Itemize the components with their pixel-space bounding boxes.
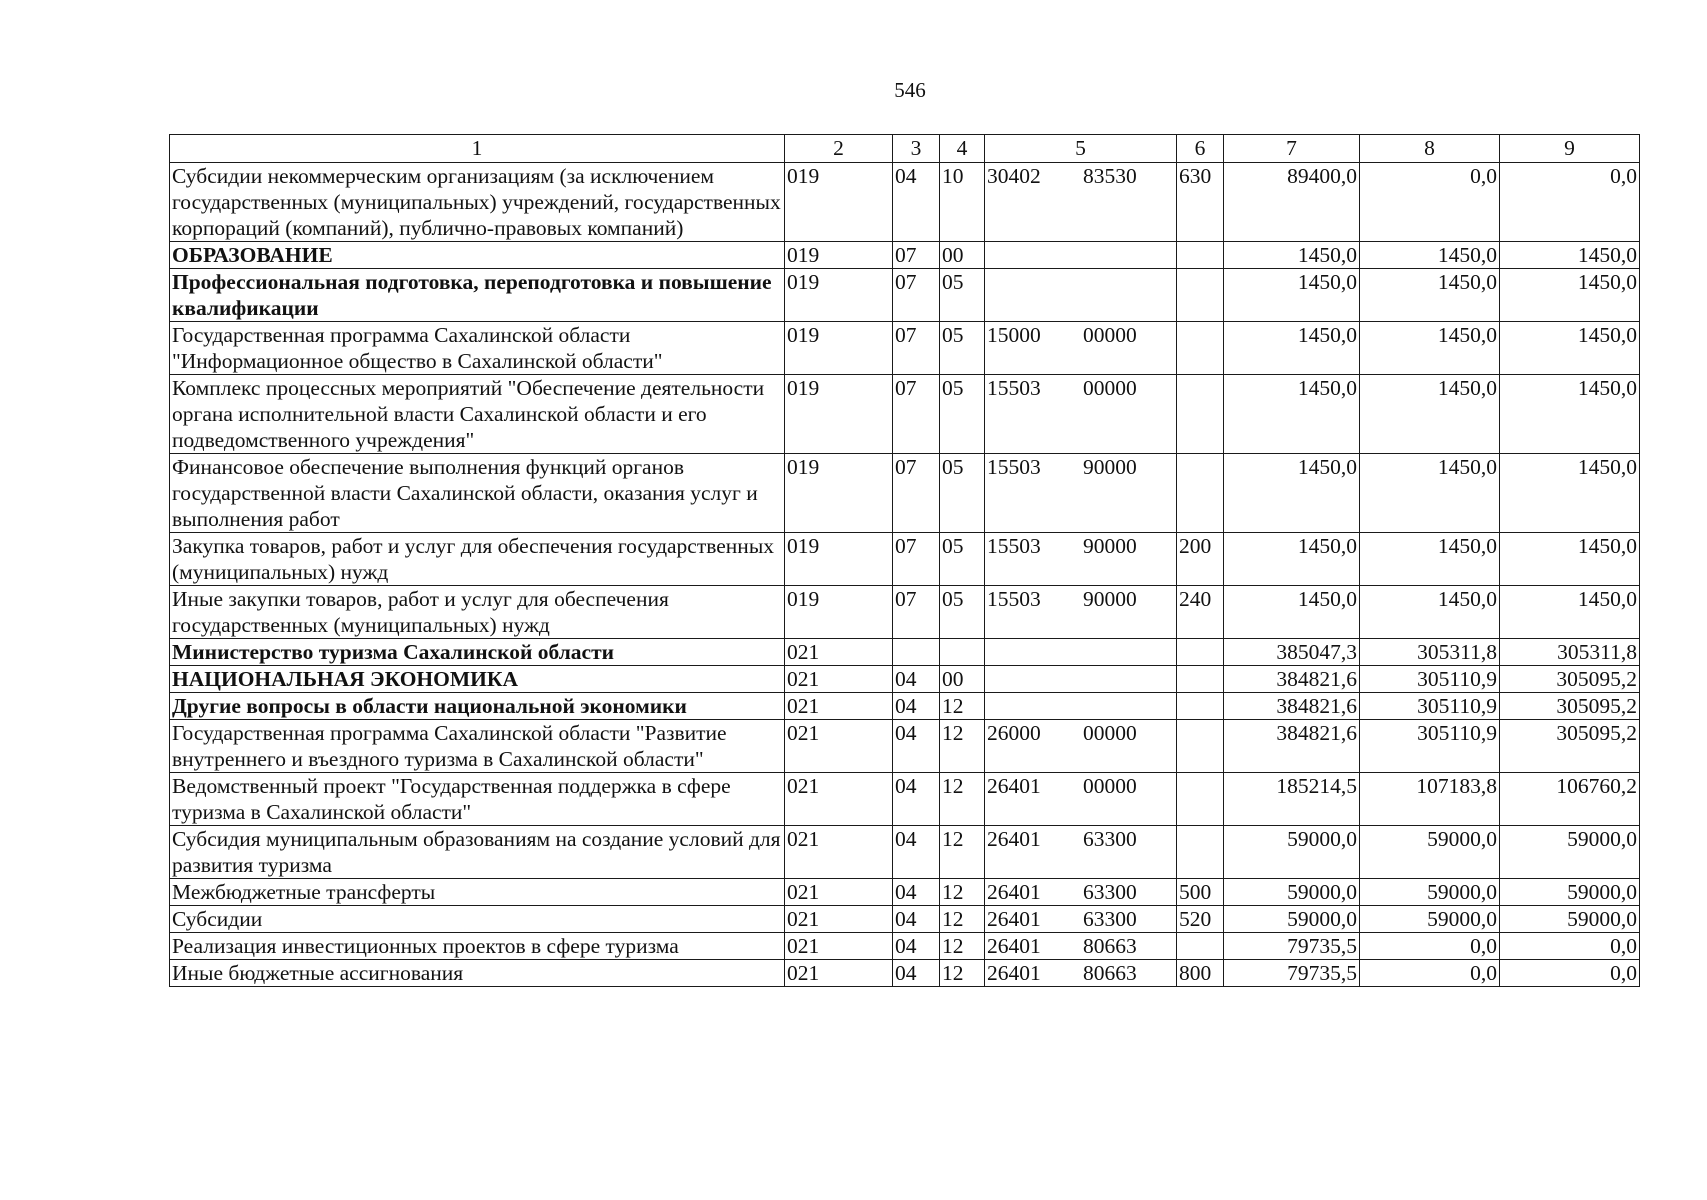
amount-col-8: 1450,0 — [1360, 269, 1500, 322]
table-row — [170, 586, 1640, 639]
amount-col-7: 89400,0 — [1224, 163, 1360, 242]
amount-col-9: 1450,0 — [1500, 533, 1640, 586]
section-code: 07 — [893, 242, 940, 269]
row-name: Субсидии — [170, 906, 785, 933]
target-article-code — [985, 773, 1177, 826]
program-code: 26000 — [987, 721, 1041, 745]
row-name: Государственная программа Сахалинской области "Информационное общество в Сахалинской области" — [170, 322, 785, 375]
table-row — [170, 242, 1640, 269]
section-code: 04 — [893, 906, 940, 933]
table-row — [170, 454, 1640, 533]
section-code: 07 — [893, 269, 940, 322]
amount-col-9: 1450,0 — [1500, 375, 1640, 454]
program-code: 15503 — [987, 376, 1041, 400]
ministry-code: 021 — [785, 693, 893, 720]
row-name: Государственная программа Сахалинской области "Развитие внутреннего и въездного туризма в Сахалинской области" — [170, 720, 785, 773]
amount-col-8: 305110,9 — [1360, 666, 1500, 693]
row-name: Ведомственный проект "Государственная поддержка в сфере туризма в Сахалинской области" — [170, 773, 785, 826]
table-header — [170, 135, 1640, 163]
target-article-code — [985, 960, 1177, 987]
program-code: 26401 — [987, 961, 1041, 985]
header-col-5: 5 — [985, 135, 1177, 163]
ministry-code: 019 — [785, 242, 893, 269]
amount-col-9: 0,0 — [1500, 163, 1640, 242]
amount-col-9: 1450,0 — [1500, 269, 1640, 322]
amount-col-7: 1450,0 — [1224, 454, 1360, 533]
expense-type-code — [1177, 720, 1224, 773]
direction-code: 63300 — [1083, 827, 1137, 851]
program-code: 15503 — [987, 534, 1041, 558]
row-name: Субсидии некоммерческим организациям (за исключением государственных (муниципальных) учреждений, государственных корпораций (компаний), публично-правовых компаний) — [170, 163, 785, 242]
row-name: Закупка товаров, работ и услуг для обеспечения государственных (муниципальных) нужд — [170, 533, 785, 586]
amount-col-9: 1450,0 — [1500, 322, 1640, 375]
amount-col-8: 1450,0 — [1360, 322, 1500, 375]
amount-col-7: 59000,0 — [1224, 906, 1360, 933]
table-row — [170, 879, 1640, 906]
target-article-code — [985, 826, 1177, 879]
direction-code: 83530 — [1083, 164, 1137, 188]
subsection-code: 10 — [940, 163, 985, 242]
amount-col-8: 305110,9 — [1360, 720, 1500, 773]
amount-col-8: 1450,0 — [1360, 533, 1500, 586]
subsection-code: 00 — [940, 242, 985, 269]
program-code: 30402 — [987, 164, 1041, 188]
table-row — [170, 375, 1640, 454]
target-article-code — [985, 639, 1177, 666]
table-row — [170, 163, 1640, 242]
table-row — [170, 720, 1640, 773]
amount-col-7: 384821,6 — [1224, 693, 1360, 720]
row-name: Другие вопросы в области национальной экономики — [170, 693, 785, 720]
ministry-code: 021 — [785, 773, 893, 826]
row-name: Финансовое обеспечение выполнения функций органов государственной власти Сахалинской области, оказания услуг и выполнения работ — [170, 454, 785, 533]
amount-col-9: 0,0 — [1500, 960, 1640, 987]
target-article-code — [985, 693, 1177, 720]
amount-col-8: 0,0 — [1360, 163, 1500, 242]
row-name: Субсидия муниципальным образованиям на создание условий для развития туризма — [170, 826, 785, 879]
subsection-code: 12 — [940, 720, 985, 773]
amount-col-7: 185214,5 — [1224, 773, 1360, 826]
header-col-1: 1 — [170, 135, 785, 163]
program-code: 26401 — [987, 774, 1041, 798]
amount-col-8: 1450,0 — [1360, 454, 1500, 533]
direction-code: 90000 — [1083, 455, 1137, 479]
subsection-code: 12 — [940, 773, 985, 826]
table-row — [170, 826, 1640, 879]
amount-col-9: 305095,2 — [1500, 666, 1640, 693]
section-code: 04 — [893, 826, 940, 879]
row-name: Комплекс процессных мероприятий "Обеспечение деятельности органа исполнительной власти Сахалинской области и его подведомственного учреждения" — [170, 375, 785, 454]
amount-col-9: 305311,8 — [1500, 639, 1640, 666]
expense-type-code — [1177, 693, 1224, 720]
amount-col-8: 0,0 — [1360, 933, 1500, 960]
amount-col-7: 384821,6 — [1224, 666, 1360, 693]
header-col-6: 6 — [1177, 135, 1224, 163]
amount-col-9: 305095,2 — [1500, 720, 1640, 773]
header-col-7: 7 — [1224, 135, 1360, 163]
section-code: 07 — [893, 322, 940, 375]
program-code: 26401 — [987, 880, 1041, 904]
table-row — [170, 693, 1640, 720]
amount-col-7: 1450,0 — [1224, 375, 1360, 454]
amount-col-9: 1450,0 — [1500, 454, 1640, 533]
amount-col-8: 1450,0 — [1360, 586, 1500, 639]
table-row — [170, 906, 1640, 933]
ministry-code: 021 — [785, 906, 893, 933]
expense-type-code: 800 — [1177, 960, 1224, 987]
header-col-8: 8 — [1360, 135, 1500, 163]
amount-col-7: 1450,0 — [1224, 322, 1360, 375]
amount-col-9: 59000,0 — [1500, 906, 1640, 933]
expense-type-code — [1177, 826, 1224, 879]
expense-type-code — [1177, 454, 1224, 533]
table-row — [170, 533, 1640, 586]
program-code: 15000 — [987, 323, 1041, 347]
amount-col-8: 59000,0 — [1360, 826, 1500, 879]
direction-code: 80663 — [1083, 961, 1137, 985]
target-article-code — [985, 322, 1177, 375]
expense-type-code — [1177, 269, 1224, 322]
table-row — [170, 773, 1640, 826]
ministry-code: 021 — [785, 960, 893, 987]
section-code: 07 — [893, 375, 940, 454]
amount-col-8: 1450,0 — [1360, 242, 1500, 269]
target-article-code — [985, 269, 1177, 322]
target-article-code — [985, 533, 1177, 586]
ministry-code: 019 — [785, 163, 893, 242]
subsection-code: 12 — [940, 826, 985, 879]
table-row — [170, 322, 1640, 375]
subsection-code: 05 — [940, 586, 985, 639]
ministry-code: 019 — [785, 586, 893, 639]
row-name: Иные бюджетные ассигнования — [170, 960, 785, 987]
expense-type-code: 200 — [1177, 533, 1224, 586]
amount-col-8: 107183,8 — [1360, 773, 1500, 826]
header-col-2: 2 — [785, 135, 893, 163]
program-code: 15503 — [987, 455, 1041, 479]
ministry-code: 021 — [785, 666, 893, 693]
expense-type-code — [1177, 375, 1224, 454]
table-row — [170, 269, 1640, 322]
ministry-code: 019 — [785, 533, 893, 586]
ministry-code: 021 — [785, 720, 893, 773]
expense-type-code — [1177, 639, 1224, 666]
row-name: Профессиональная подготовка, переподготовка и повышение квалификации — [170, 269, 785, 322]
section-code: 04 — [893, 960, 940, 987]
table-row — [170, 666, 1640, 693]
direction-code: 90000 — [1083, 534, 1137, 558]
direction-code: 63300 — [1083, 880, 1137, 904]
section-code: 07 — [893, 454, 940, 533]
amount-col-8: 59000,0 — [1360, 879, 1500, 906]
subsection-code: 12 — [940, 906, 985, 933]
header-col-9: 9 — [1500, 135, 1640, 163]
subsection-code: 00 — [940, 666, 985, 693]
expense-type-code: 520 — [1177, 906, 1224, 933]
program-code: 26401 — [987, 934, 1041, 958]
ministry-code: 021 — [785, 639, 893, 666]
subsection-code: 05 — [940, 375, 985, 454]
subsection-code: 12 — [940, 960, 985, 987]
row-name: Иные закупки товаров, работ и услуг для обеспечения государственных (муниципальных) нужд — [170, 586, 785, 639]
amount-col-9: 1450,0 — [1500, 586, 1640, 639]
section-code: 04 — [893, 666, 940, 693]
amount-col-7: 1450,0 — [1224, 242, 1360, 269]
row-name: ОБРАЗОВАНИЕ — [170, 242, 785, 269]
amount-col-8: 1450,0 — [1360, 375, 1500, 454]
subsection-code: 05 — [940, 533, 985, 586]
row-name: Министерство туризма Сахалинской области — [170, 639, 785, 666]
target-article-code — [985, 163, 1177, 242]
expense-type-code — [1177, 933, 1224, 960]
amount-col-7: 59000,0 — [1224, 826, 1360, 879]
amount-col-8: 305110,9 — [1360, 693, 1500, 720]
section-code: 04 — [893, 879, 940, 906]
amount-col-9: 59000,0 — [1500, 826, 1640, 879]
amount-col-7: 59000,0 — [1224, 879, 1360, 906]
ministry-code: 021 — [785, 879, 893, 906]
program-code: 15503 — [987, 587, 1041, 611]
direction-code: 80663 — [1083, 934, 1137, 958]
subsection-code: 05 — [940, 322, 985, 375]
amount-col-7: 384821,6 — [1224, 720, 1360, 773]
amount-col-7: 1450,0 — [1224, 586, 1360, 639]
row-name: Межбюджетные трансферты — [170, 879, 785, 906]
section-code — [893, 639, 940, 666]
program-code: 26401 — [987, 827, 1041, 851]
expense-type-code — [1177, 666, 1224, 693]
subsection-code: 12 — [940, 693, 985, 720]
section-code: 07 — [893, 586, 940, 639]
amount-col-9: 305095,2 — [1500, 693, 1640, 720]
target-article-code — [985, 666, 1177, 693]
direction-code: 00000 — [1083, 323, 1137, 347]
section-code: 04 — [893, 933, 940, 960]
subsection-code: 12 — [940, 933, 985, 960]
expense-type-code: 630 — [1177, 163, 1224, 242]
page-number: 546 — [894, 78, 926, 102]
expense-type-code — [1177, 242, 1224, 269]
target-article-code — [985, 906, 1177, 933]
target-article-code — [985, 879, 1177, 906]
table-body — [170, 163, 1640, 987]
header-col-3: 3 — [893, 135, 940, 163]
ministry-code: 019 — [785, 454, 893, 533]
header-row — [170, 135, 1640, 163]
expense-type-code: 240 — [1177, 586, 1224, 639]
amount-col-7: 385047,3 — [1224, 639, 1360, 666]
subsection-code — [940, 639, 985, 666]
target-article-code — [985, 375, 1177, 454]
section-code: 07 — [893, 533, 940, 586]
table-row — [170, 639, 1640, 666]
direction-code: 00000 — [1083, 721, 1137, 745]
expense-type-code — [1177, 773, 1224, 826]
ministry-code: 019 — [785, 375, 893, 454]
direction-code: 00000 — [1083, 376, 1137, 400]
subsection-code: 05 — [940, 269, 985, 322]
section-code: 04 — [893, 163, 940, 242]
ministry-code: 021 — [785, 826, 893, 879]
amount-col-8: 305311,8 — [1360, 639, 1500, 666]
direction-code: 00000 — [1083, 774, 1137, 798]
ministry-code: 019 — [785, 269, 893, 322]
direction-code: 90000 — [1083, 587, 1137, 611]
target-article-code — [985, 586, 1177, 639]
ministry-code: 021 — [785, 933, 893, 960]
subsection-code: 05 — [940, 454, 985, 533]
amount-col-8: 59000,0 — [1360, 906, 1500, 933]
table-row — [170, 933, 1640, 960]
section-code: 04 — [893, 773, 940, 826]
header-col-4: 4 — [940, 135, 985, 163]
row-name: НАЦИОНАЛЬНАЯ ЭКОНОМИКА — [170, 666, 785, 693]
expense-type-code — [1177, 322, 1224, 375]
expense-type-code: 500 — [1177, 879, 1224, 906]
amount-col-9: 0,0 — [1500, 933, 1640, 960]
amount-col-8: 0,0 — [1360, 960, 1500, 987]
amount-col-9: 1450,0 — [1500, 242, 1640, 269]
row-name: Реализация инвестиционных проектов в сфере туризма — [170, 933, 785, 960]
amount-col-7: 1450,0 — [1224, 533, 1360, 586]
target-article-code — [985, 242, 1177, 269]
subsection-code: 12 — [940, 879, 985, 906]
direction-code: 63300 — [1083, 907, 1137, 931]
amount-col-9: 59000,0 — [1500, 879, 1640, 906]
program-code: 26401 — [987, 907, 1041, 931]
amount-col-7: 79735,5 — [1224, 933, 1360, 960]
section-code: 04 — [893, 693, 940, 720]
section-code: 04 — [893, 720, 940, 773]
table-row — [170, 960, 1640, 987]
ministry-code: 019 — [785, 322, 893, 375]
budget-table — [169, 134, 1640, 987]
target-article-code — [985, 454, 1177, 533]
target-article-code — [985, 720, 1177, 773]
amount-col-9: 106760,2 — [1500, 773, 1640, 826]
target-article-code — [985, 933, 1177, 960]
amount-col-7: 79735,5 — [1224, 960, 1360, 987]
amount-col-7: 1450,0 — [1224, 269, 1360, 322]
